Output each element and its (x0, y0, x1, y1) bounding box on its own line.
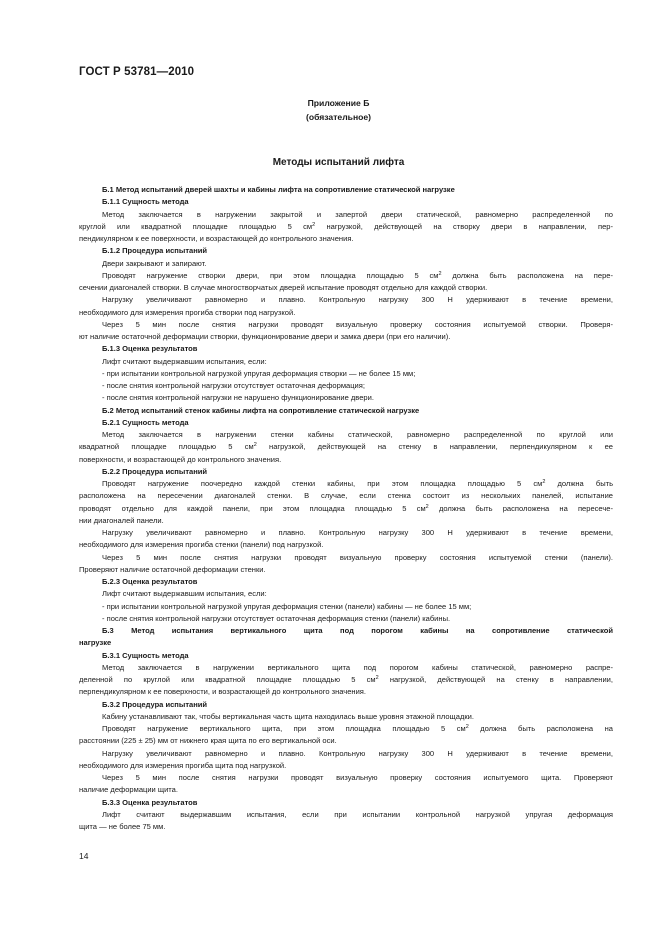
paragraph-line: Метод заключается в нагружении вертикального щита под порогом кабины статической, равномерно распре- (102, 662, 613, 672)
paragraph-line: ют наличие остаточной деформации створки, функционирование двери и замка двери (при его наличии). (79, 332, 451, 341)
paragraph-line: необходимого для измерения прогиба щита под нагрузкой. (79, 760, 287, 770)
paragraph-line: расположена на пересечении диагоналей стенки. В случае, если стенка состоит из нескольких панелей, испытание (79, 491, 613, 501)
paragraph-line: поверхности, и возрастающей до контрольного значения. (79, 454, 282, 464)
heading-b2: Б.2 Метод испытаний стенок кабины лифта на сопротивление статической нагрузке (102, 405, 420, 415)
paragraph-line: Нагрузку увеличивают равномерно и плавно. Контрольную нагрузку 300 Н удерживают в течение времени, (102, 295, 613, 305)
paragraph-line: расстоянии (225 ± 25) мм от нижнего края щита по его вертикальной оси. (79, 736, 337, 746)
paragraph-line: Через 5 мин после снятия нагрузки проводят визуальную проверку состояния испытуемой створки. Проверя- (102, 319, 613, 329)
paragraph-line: пендикулярном к ее поверхности, и возрастающей до контрольного значения. (79, 234, 354, 243)
heading-b2-3: Б.2.3 Оценка результатов (102, 577, 198, 586)
paragraph-line: Лифт считают выдержавшим испытания, если: (102, 589, 267, 599)
paragraph-line: Через 5 мин после снятия нагрузки проводят визуальную проверку состояния испытуемой стенки (панели). (102, 552, 613, 562)
list-item: - при испытании контрольной нагрузкой упругая деформация стенки (панели) кабины — не более 15 мм; (102, 601, 472, 611)
paragraph-line: Метод заключается в нагружении закрытой и запертой двери статической, равномерно распределенной по (102, 209, 613, 219)
paragraph-line: сечении диагоналей створки. В случае многостворчатых дверей испытание проводят отдельно для каждой створки. (79, 283, 488, 292)
paragraph-line: Нагрузку увеличивают равномерно и плавно. Контрольную нагрузку 300 Н удерживают в течение времени, (102, 748, 613, 758)
paragraph-line: Проводят нагружение поочередно каждой стенки кабины, при этом площадка площадью 5 $см^2$ должна быть (102, 479, 613, 488)
paragraph-line: наличие деформации щита. (79, 785, 178, 795)
annex-title: Приложение Б (307, 98, 370, 108)
list-item: - после снятия контрольной нагрузки отсутствует остаточная деформация; (102, 381, 365, 390)
paragraph-line: необходимого для измерения прогиба стенки (панели) под нагрузкой. (79, 540, 324, 550)
paragraph-line: нии диагоналей панели. (79, 515, 164, 525)
paragraph-line: Лифт считают выдержавшим испытания, если: (102, 356, 267, 366)
heading-b3: Б.3 Метод испытания вертикального щита под порогом кабины на сопротивление статической (102, 626, 613, 635)
heading-b3-1: Б.3.1 Сущность метода (102, 650, 189, 660)
paragraph-line: Метод заключается в нагружении стенки кабины статической, равномерно распределенной по круглой или (102, 430, 613, 439)
document-header: ГОСТ Р 53781—2010 (79, 66, 195, 78)
list-item: - после снятия контрольной нагрузки не нарушено функционирование двери. (102, 393, 374, 403)
paragraph-line: перпендикулярном к ее поверхности, и возрастающей до контрольного значения. (79, 687, 366, 697)
heading-b3-continued: нагрузке (79, 638, 112, 648)
paragraph-line: квадратной площадке площадью 5 $см^2$ нагрузкой, действующей на стенку в направлении, перпендикулярном к ее (79, 442, 613, 452)
document-body (79, 184, 613, 833)
heading-b1-2: Б.1.2 Процедура испытаний (102, 246, 208, 256)
paragraph-line: Кабину устанавливают так, чтобы вертикальная часть щита находилась выше уровня этажной площадки. (102, 711, 474, 721)
paragraph-line: деленной по круглой или квадратной площадке площадью 5 $см^2$ нагрузкой, действующей на стенку в направлении, (79, 675, 613, 684)
page-number: 14 (79, 851, 89, 861)
heading-b2-1: Б.2.1 Сущность метода (102, 417, 189, 427)
paragraph-line: Проводят нагружение вертикального щита, при этом площадка площадью 5 $см^2$ должна быть расположена на (102, 724, 613, 733)
paragraph-line: Лифт считают выдержавшим испытания, если при испытании контрольной нагрузкой упругая деформация (102, 809, 613, 819)
paragraph-line: Через 5 мин после снятия нагрузки проводят визуальную проверку состояния испытуемого щита. Проверяют (102, 773, 613, 782)
paragraph-line: щита — не более 75 мм. (79, 822, 166, 831)
paragraph-line: необходимого для измерения прогиба створки под нагрузкой. (79, 307, 296, 317)
section-title: Методы испытаний лифта (272, 157, 405, 168)
list-item: - при испытании контрольной нагрузкой упругая деформация створки — не более 15 мм; (102, 368, 416, 378)
paragraph-line: Проверяют наличие остаточной деформации стенки. (79, 564, 266, 574)
heading-b3-3: Б.3.3 Оценка результатов (102, 797, 198, 807)
paragraph-line: проводят отдельно для каждой панели, при этом площадка площадью 5 $см^2$ должна быть расположена на пересече- (79, 503, 613, 513)
heading-b1-3: Б.1.3 Оценка результатов (102, 344, 198, 354)
heading-b2-2: Б.2.2 Процедура испытаний (102, 466, 208, 476)
list-item: - после снятия контрольной нагрузки отсутствует остаточная деформация стенки (панели) кабины. (102, 613, 451, 623)
paragraph-line: круглой или квадратной площадке площадью 5 $см^2$ нагрузкой, действующей на створку двери в направлении, пер- (79, 221, 613, 231)
heading-b1-1: Б.1.1 Сущность метода (102, 197, 189, 207)
heading-b1: Б.1 Метод испытаний дверей шахты и кабины лифта на сопротивление статической нагрузке (102, 185, 455, 194)
heading-b3-2: Б.3.2 Процедура испытаний (102, 699, 208, 709)
paragraph-line: Проводят нагружение створки двери, при этом площадка площадью 5 $см^2$ должна быть расположена на пере- (102, 270, 613, 280)
annex-kind: (обязательное) (305, 112, 372, 122)
paragraph-line: Двери закрывают и запирают. (102, 258, 207, 268)
paragraph-line: Нагрузку увеличивают равномерно и плавно. Контрольную нагрузку 300 Н удерживают в течение времени, (102, 528, 613, 537)
